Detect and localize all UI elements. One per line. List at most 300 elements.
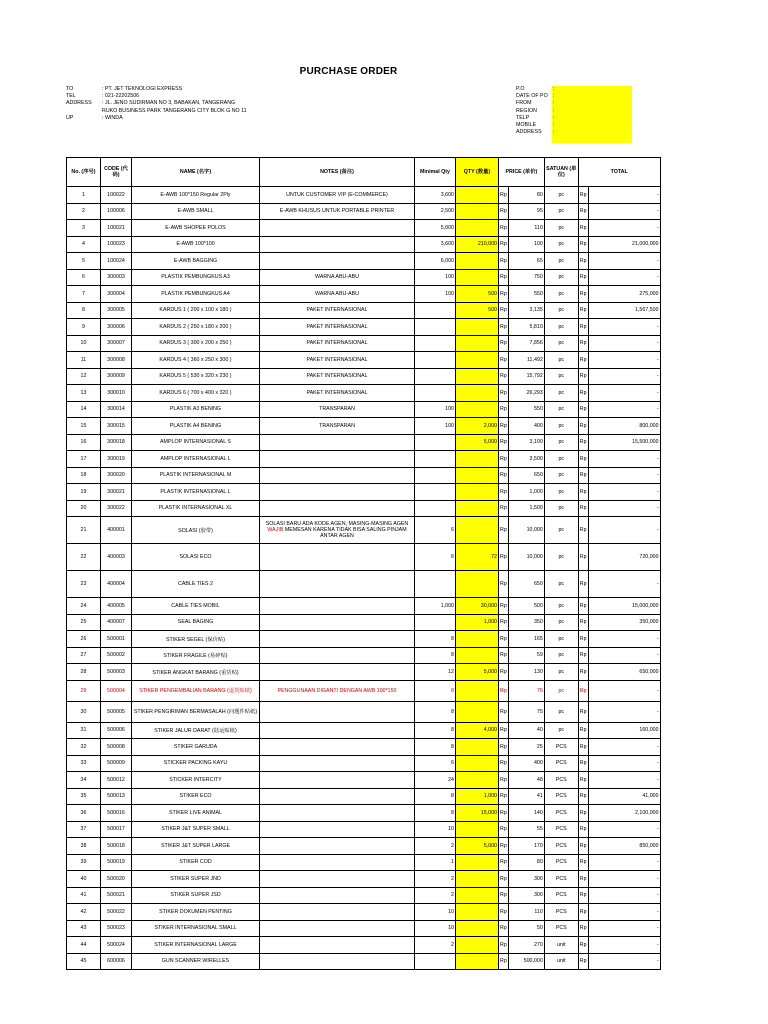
cell-price: 165 [508, 631, 544, 648]
table-row [67, 500, 661, 517]
cell-total-currency: Rp [578, 352, 588, 369]
cell-qty[interactable] [456, 517, 499, 544]
cell-price: 5,810 [508, 319, 544, 336]
cell-min-qty: 100 [415, 401, 456, 418]
cell-code: 300006 [101, 319, 132, 336]
cell-qty[interactable] [456, 253, 499, 270]
cell-min-qty [415, 302, 456, 319]
cell-name: PLASTIK PEMBUNGKUS A4 [132, 286, 260, 303]
order-po-value[interactable]: : [553, 86, 555, 92]
cell-qty[interactable] [456, 571, 499, 598]
cell-total-currency: Rp [578, 500, 588, 517]
cell-qty[interactable] [456, 701, 499, 722]
cell-price-currency: Rp [499, 451, 509, 468]
cell-qty[interactable]: 2,000 [456, 418, 499, 435]
cell-qty[interactable] [456, 755, 499, 772]
cell-no: 31 [67, 722, 101, 739]
cell-notes [260, 838, 415, 855]
cell-min-qty: 8 [415, 805, 456, 822]
cell-qty[interactable] [456, 269, 499, 286]
cell-price-currency: Rp [499, 701, 509, 722]
table-row [67, 286, 661, 303]
cell-total: - [588, 920, 660, 937]
table-row [67, 920, 661, 937]
cell-qty[interactable] [456, 631, 499, 648]
cell-total-currency: Rp [578, 467, 588, 484]
cell-notes [260, 953, 415, 970]
cell-unit: pc [544, 253, 578, 270]
cell-code: 300014 [101, 401, 132, 418]
cell-total: 800,000 [588, 418, 660, 435]
cell-total-currency: Rp [578, 722, 588, 739]
cell-unit: pc [544, 203, 578, 220]
cell-name: KARDUS 1 ( 200 x 100 x 180 ) [132, 302, 260, 319]
cell-no: 15 [67, 418, 101, 435]
cell-notes: PAKET INTERNASIONAL [260, 385, 415, 402]
cell-name: CABLE TIES MOBIL [132, 598, 260, 615]
cell-price-currency: Rp [499, 854, 509, 871]
cell-price-currency: Rp [499, 871, 509, 888]
cell-min-qty [415, 385, 456, 402]
cell-total-currency: Rp [578, 788, 588, 805]
cell-total: 41,000 [588, 788, 660, 805]
cell-no: 23 [67, 571, 101, 598]
supplier-to-value: : PT. JET TEKNOLOGI EXPRESS [102, 86, 183, 92]
cell-total-currency: Rp [578, 887, 588, 904]
col-code-header: CODE (代码) [101, 158, 132, 187]
cell-price-currency: Rp [499, 203, 509, 220]
cell-name: E-AWB 100*100 [132, 236, 260, 253]
cell-total-currency: Rp [578, 838, 588, 855]
cell-no: 1 [67, 187, 101, 204]
table-row [67, 335, 661, 352]
cell-qty[interactable] [456, 871, 499, 888]
supplier-address2-row [66, 108, 247, 115]
cell-notes: E-AWB KHUSUS UNTUK PORTABLE PRINTER [260, 203, 415, 220]
cell-price: 95 [508, 203, 544, 220]
cell-qty[interactable]: 72 [456, 544, 499, 571]
cell-no: 27 [67, 647, 101, 664]
cell-min-qty [415, 953, 456, 970]
order-from-value[interactable]: : [553, 100, 555, 107]
cell-total: - [588, 467, 660, 484]
cell-notes [260, 755, 415, 772]
cell-price-currency: Rp [499, 544, 509, 571]
cell-total: - [588, 772, 660, 789]
cell-qty[interactable] [456, 451, 499, 468]
cell-name: STIKER PENGEMBALIAN BARANG (退货贴纸) [132, 680, 260, 701]
table-row [67, 664, 661, 681]
order-table [66, 157, 661, 970]
cell-min-qty: 8 [415, 722, 456, 739]
order-telp-value[interactable]: : [553, 114, 555, 121]
cell-total-currency: Rp [578, 203, 588, 220]
cell-no: 45 [67, 953, 101, 970]
cell-notes [260, 887, 415, 904]
cell-price: 10,000 [508, 544, 544, 571]
cell-no: 6 [67, 269, 101, 286]
cell-qty[interactable] [456, 368, 499, 385]
cell-price: 500,000 [508, 953, 544, 970]
cell-no: 18 [67, 467, 101, 484]
cell-name: AMPLOP INTERNASIONAL S [132, 434, 260, 451]
cell-code: 500003 [101, 664, 132, 681]
cell-no: 4 [67, 236, 101, 253]
cell-notes: PAKET INTERNASIONAL [260, 352, 415, 369]
cell-price-currency: Rp [499, 385, 509, 402]
cell-qty[interactable] [456, 203, 499, 220]
table-row [67, 598, 661, 615]
cell-unit: PCS [544, 755, 578, 772]
table-row [67, 385, 661, 402]
cell-qty[interactable] [456, 772, 499, 789]
cell-code: 300005 [101, 302, 132, 319]
cell-name: AMPLOP INTERNASIONAL L [132, 451, 260, 468]
table-row [67, 203, 661, 220]
cell-name: STIKER FRAGILE (易碎贴) [132, 647, 260, 664]
cell-total: - [588, 220, 660, 237]
cell-qty[interactable] [456, 647, 499, 664]
col-no-header: No. (序号) [67, 158, 101, 187]
cell-price-currency: Rp [499, 434, 509, 451]
cell-total: 350,000 [588, 614, 660, 631]
order-info-values[interactable] [552, 86, 632, 143]
cell-unit: pc [544, 385, 578, 402]
cell-qty[interactable]: 5,000 [456, 838, 499, 855]
cell-no: 9 [67, 319, 101, 336]
cell-code: 500023 [101, 920, 132, 937]
cell-price-currency: Rp [499, 220, 509, 237]
cell-total-currency: Rp [578, 854, 588, 871]
cell-name: STICKER PACKING KAYU [132, 755, 260, 772]
cell-qty[interactable]: 1,000 [456, 614, 499, 631]
table-row [67, 368, 661, 385]
cell-price: 26,293 [508, 385, 544, 402]
cell-price: 3,500 [508, 451, 544, 468]
table-row [67, 236, 661, 253]
cell-code: 300008 [101, 352, 132, 369]
cell-notes [260, 614, 415, 631]
cell-qty[interactable] [456, 484, 499, 501]
cell-total: - [588, 953, 660, 970]
cell-qty[interactable] [456, 920, 499, 937]
cell-qty[interactable] [456, 335, 499, 352]
cell-min-qty: 10 [415, 904, 456, 921]
cell-total: - [588, 701, 660, 722]
cell-notes [260, 821, 415, 838]
cell-no: 10 [67, 335, 101, 352]
cell-code: 300009 [101, 368, 132, 385]
cell-price: 110 [508, 220, 544, 237]
cell-name: STICKER INTERCITY [132, 772, 260, 789]
cell-price: 75 [508, 701, 544, 722]
cell-qty[interactable] [456, 904, 499, 921]
supplier-address-row [66, 100, 247, 107]
cell-name: PLASTIK A3 BENING [132, 401, 260, 418]
cell-code: 300007 [101, 335, 132, 352]
order-address-value[interactable]: : [553, 129, 555, 136]
cell-notes: TRANSPARAN [260, 401, 415, 418]
cell-notes: PAKET INTERNASIONAL [260, 335, 415, 352]
cell-total: 21,000,000 [588, 236, 660, 253]
cell-qty[interactable]: 1,000 [456, 788, 499, 805]
cell-qty[interactable] [456, 821, 499, 838]
cell-total: 2,100,000 [588, 805, 660, 822]
cell-name: E-AWB SHOPEE POLOS [132, 220, 260, 237]
cell-price: 110 [508, 904, 544, 921]
cell-min-qty: 12 [415, 664, 456, 681]
cell-unit: pc [544, 269, 578, 286]
cell-price: 650 [508, 467, 544, 484]
cell-unit: pc [544, 722, 578, 739]
cell-total: - [588, 871, 660, 888]
col-price-header: PRICE (单价) [499, 158, 545, 187]
cell-price: 48 [508, 772, 544, 789]
cell-total-currency: Rp [578, 805, 588, 822]
cell-qty[interactable]: 210,000 [456, 236, 499, 253]
cell-unit: pc [544, 544, 578, 571]
cell-total: - [588, 269, 660, 286]
cell-unit: pc [544, 187, 578, 204]
cell-no: 20 [67, 500, 101, 517]
cell-total: - [588, 854, 660, 871]
table-row [67, 253, 661, 270]
cell-code: 300020 [101, 467, 132, 484]
supplier-up-row [66, 115, 247, 122]
cell-code: 500008 [101, 739, 132, 756]
cell-name: PLASTIK A4 BENING [132, 418, 260, 435]
cell-qty[interactable] [456, 352, 499, 369]
cell-total-currency: Rp [578, 871, 588, 888]
cell-total-currency: Rp [578, 920, 588, 937]
cell-total: 720,000 [588, 544, 660, 571]
cell-min-qty: 1 [415, 854, 456, 871]
cell-notes [260, 854, 415, 871]
cell-qty[interactable] [456, 187, 499, 204]
cell-unit: pc [544, 319, 578, 336]
cell-no: 3 [67, 220, 101, 237]
cell-unit: pc [544, 467, 578, 484]
cell-min-qty: 6 [415, 755, 456, 772]
cell-min-qty [415, 352, 456, 369]
cell-unit: PCS [544, 904, 578, 921]
cell-price: 10,000 [508, 517, 544, 544]
cell-no: 43 [67, 920, 101, 937]
cell-code: 300015 [101, 418, 132, 435]
cell-unit: PCS [544, 887, 578, 904]
cell-unit: pc [544, 631, 578, 648]
table-row [67, 821, 661, 838]
cell-price: 270 [508, 937, 544, 954]
cell-qty[interactable]: 4,000 [456, 722, 499, 739]
cell-no: 5 [67, 253, 101, 270]
cell-unit: PCS [544, 821, 578, 838]
cell-notes [260, 571, 415, 598]
col-min-qty-header: Minimal Qty [415, 158, 456, 187]
table-row [67, 904, 661, 921]
cell-total-currency: Rp [578, 631, 588, 648]
cell-name: PLASTIK INTERNASIONAL M [132, 467, 260, 484]
cell-price-currency: Rp [499, 418, 509, 435]
cell-qty[interactable] [456, 220, 499, 237]
supplier-address-value: : JL. JENO SUDIRMAN NO 3, BABAKAN, TANGERANG [102, 100, 236, 107]
cell-notes [260, 920, 415, 937]
cell-notes [260, 772, 415, 789]
cell-price: 40 [508, 722, 544, 739]
col-total-header: TOTAL [578, 158, 660, 187]
cell-total: - [588, 887, 660, 904]
cell-code: 400004 [101, 571, 132, 598]
cell-no: 37 [67, 821, 101, 838]
cell-qty[interactable] [456, 887, 499, 904]
cell-name: STIKER ANGKAT BARANG (重货贴) [132, 664, 260, 681]
cell-notes [260, 253, 415, 270]
cell-price: 3,135 [508, 302, 544, 319]
cell-qty[interactable]: 500 [456, 302, 499, 319]
cell-code: 500024 [101, 937, 132, 954]
cell-price: 350 [508, 614, 544, 631]
cell-unit: unit [544, 937, 578, 954]
cell-total-currency: Rp [578, 269, 588, 286]
cell-min-qty: 100 [415, 286, 456, 303]
cell-price-currency: Rp [499, 920, 509, 937]
cell-qty[interactable]: 5,000 [456, 434, 499, 451]
cell-min-qty [415, 434, 456, 451]
cell-min-qty: 100 [415, 418, 456, 435]
cell-price: 25 [508, 739, 544, 756]
cell-notes: PENGGUNAAN DIGANTI DENGAN AWB 100*150 [260, 680, 415, 701]
cell-name: STIKER INTERNASIONAL SMALL [132, 920, 260, 937]
cell-code: 100021 [101, 220, 132, 237]
cell-notes [260, 664, 415, 681]
cell-min-qty [415, 614, 456, 631]
cell-qty[interactable] [456, 319, 499, 336]
cell-name: PLASTIK PEMBUNGKUS A3 [132, 269, 260, 286]
cell-code: 500009 [101, 755, 132, 772]
cell-qty[interactable]: 5,000 [456, 664, 499, 681]
notes-highlight: WAJIB [267, 527, 284, 533]
cell-total: - [588, 401, 660, 418]
cell-unit: pc [544, 368, 578, 385]
table-row [67, 722, 661, 739]
cell-price: 80 [508, 854, 544, 871]
cell-name: STIKER COD [132, 854, 260, 871]
cell-notes [260, 788, 415, 805]
cell-min-qty: 8 [415, 647, 456, 664]
order-from-label: FROM [516, 100, 532, 107]
cell-total-currency: Rp [578, 187, 588, 204]
cell-total-currency: Rp [578, 701, 588, 722]
cell-qty[interactable] [456, 854, 499, 871]
cell-qty[interactable] [456, 401, 499, 418]
cell-notes [260, 544, 415, 571]
table-row [67, 352, 661, 369]
order-mobile-value[interactable]: : [553, 122, 555, 129]
cell-unit: pc [544, 335, 578, 352]
order-date-label: DATE OF PO [516, 93, 548, 100]
cell-qty[interactable] [456, 680, 499, 701]
cell-no: 21 [67, 517, 101, 544]
cell-total-currency: Rp [578, 544, 588, 571]
cell-qty[interactable] [456, 385, 499, 402]
cell-unit: PCS [544, 739, 578, 756]
cell-qty[interactable]: 15,000 [456, 805, 499, 822]
cell-price: 550 [508, 286, 544, 303]
cell-total: - [588, 904, 660, 921]
order-info-block [516, 86, 554, 136]
cell-notes: PAKET INTERNASIONAL [260, 319, 415, 336]
cell-price-currency: Rp [499, 953, 509, 970]
cell-price: 130 [508, 664, 544, 681]
table-header-row [67, 158, 661, 187]
cell-total-currency: Rp [578, 614, 588, 631]
table-row [67, 953, 661, 970]
cell-min-qty: 3,600 [415, 187, 456, 204]
order-region-value[interactable]: : [553, 107, 555, 114]
cell-min-qty: 8 [415, 680, 456, 701]
cell-total: - [588, 500, 660, 517]
cell-qty[interactable] [456, 467, 499, 484]
cell-unit: PCS [544, 854, 578, 871]
cell-price: 300 [508, 871, 544, 888]
cell-name: KARDUS 4 ( 360 x 250 x 300 ) [132, 352, 260, 369]
cell-name: STIKER DOKUMEN PENTING [132, 904, 260, 921]
cell-total: - [588, 571, 660, 598]
cell-no: 32 [67, 739, 101, 756]
cell-code: 500013 [101, 788, 132, 805]
cell-price-currency: Rp [499, 838, 509, 855]
cell-code: 500021 [101, 887, 132, 904]
cell-notes [260, 467, 415, 484]
cell-total-currency: Rp [578, 571, 588, 598]
cell-qty[interactable]: 30,000 [456, 598, 499, 615]
cell-code: 300019 [101, 451, 132, 468]
table-row [67, 451, 661, 468]
table-row [67, 302, 661, 319]
cell-total: - [588, 335, 660, 352]
cell-price: 750 [508, 269, 544, 286]
cell-total-currency: Rp [578, 904, 588, 921]
cell-total-currency: Rp [578, 385, 588, 402]
cell-no: 44 [67, 937, 101, 954]
cell-code: 400007 [101, 614, 132, 631]
cell-qty[interactable] [456, 953, 499, 970]
cell-code: 100024 [101, 253, 132, 270]
cell-total: - [588, 680, 660, 701]
cell-qty[interactable] [456, 739, 499, 756]
cell-min-qty: 8 [415, 788, 456, 805]
table-row [67, 467, 661, 484]
cell-name: KARDUS 2 ( 250 x 180 x 200 ) [132, 319, 260, 336]
order-date-value[interactable]: : [553, 93, 555, 100]
cell-code: 500016 [101, 805, 132, 822]
cell-notes [260, 598, 415, 615]
cell-no: 41 [67, 887, 101, 904]
cell-no: 28 [67, 664, 101, 681]
cell-qty[interactable] [456, 500, 499, 517]
cell-code: 300003 [101, 269, 132, 286]
cell-qty[interactable]: 500 [456, 286, 499, 303]
cell-total-currency: Rp [578, 368, 588, 385]
cell-price: 75 [508, 680, 544, 701]
cell-total: - [588, 319, 660, 336]
cell-no: 39 [67, 854, 101, 871]
cell-unit: PCS [544, 920, 578, 937]
cell-unit: pc [544, 418, 578, 435]
cell-qty[interactable] [456, 937, 499, 954]
cell-price-currency: Rp [499, 335, 509, 352]
cell-code: 300010 [101, 385, 132, 402]
